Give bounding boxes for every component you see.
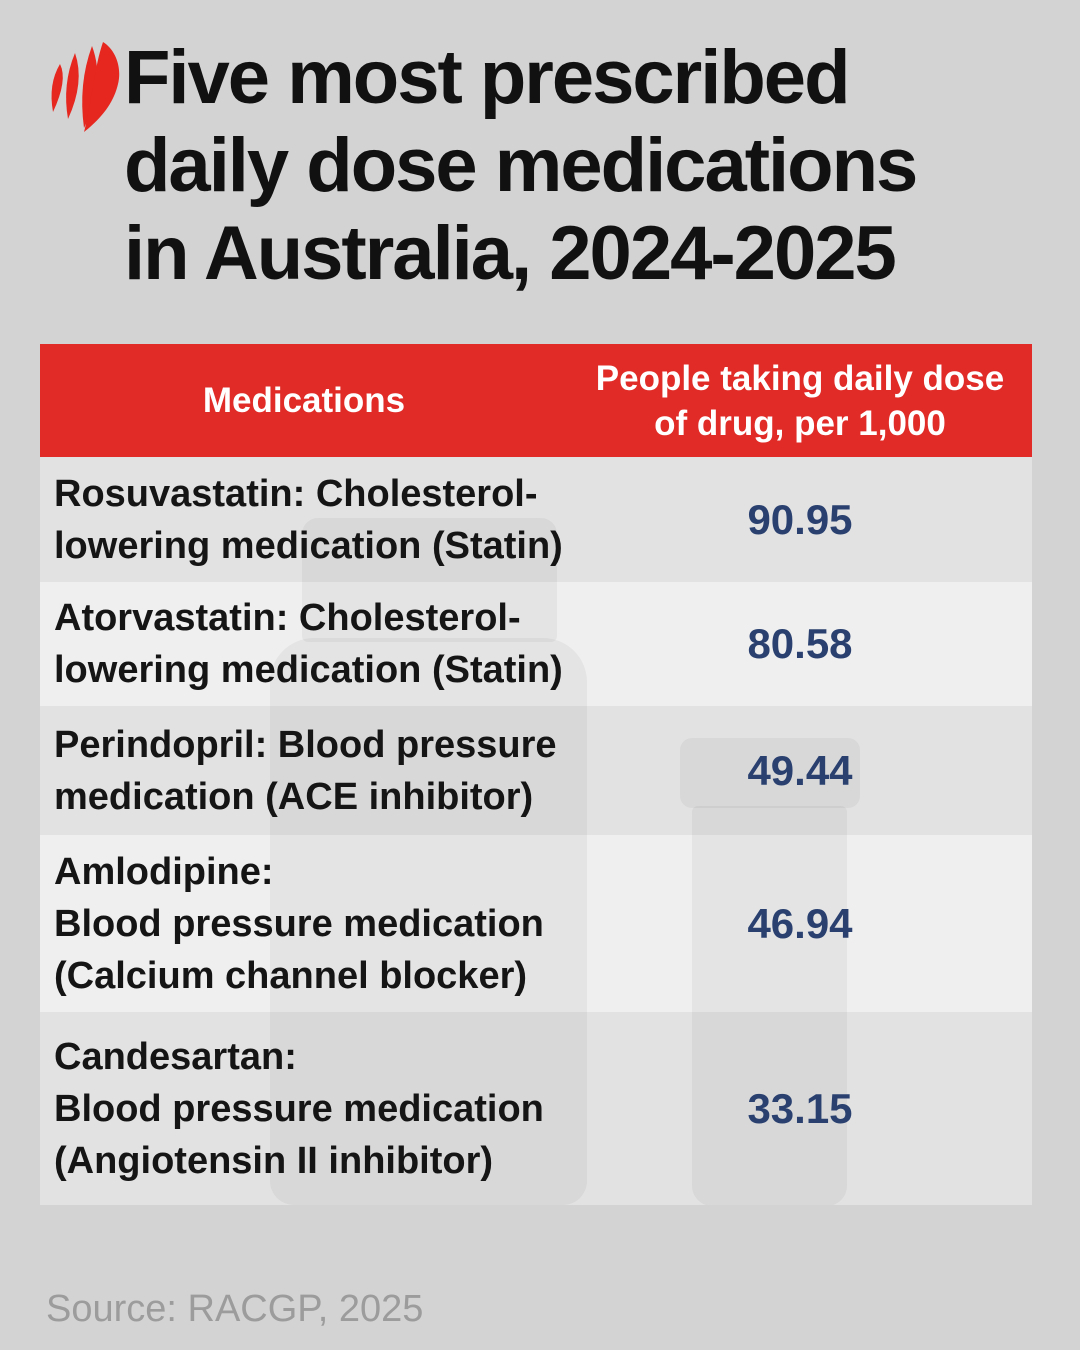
table-header-row [40,344,1032,457]
label-line: (Angiotensin II inhibitor) [54,1139,494,1182]
label-line: lowering medication (Statin) [54,649,563,691]
medication-value: 49.44 [747,746,853,794]
title-line-3: in Australia, 2024-2025 [124,211,895,296]
label-line: Blood pressure medication [54,1087,544,1130]
label-line: Amlodipine: [54,850,274,893]
sbs-logo-icon [44,40,120,136]
label-line: medication (ACE inhibitor) [54,775,534,818]
table-row-amlodipine [40,835,1032,1012]
label-line: Blood pressure medication [54,902,544,945]
title-line-2: daily dose medications [124,123,917,208]
label-line: Perindopril: Blood pressure [54,723,557,766]
medication-label [40,846,568,1002]
table-row-candesartan [40,1012,1032,1205]
column-header-people-per-1000 [568,356,1032,446]
label-line: Rosuvastatin: Cholesterol- [54,472,538,515]
table-row-atorvastatin [40,582,1032,706]
medication-value: 33.15 [747,1084,853,1132]
table-row-rosuvastatin [40,457,1032,582]
medication-value: 46.94 [747,899,853,947]
label-line: Atorvastatin: Cholesterol- [54,597,521,639]
medication-value: 80.58 [747,620,853,667]
page-title [124,34,916,298]
medication-label [40,468,568,572]
medication-label [40,592,568,696]
source-attribution: Source: RACGP, 2025 [46,1288,424,1330]
label-line: lowering medication (Statin) [54,524,563,567]
column-header-line-2: of drug, per 1,000 [654,403,946,443]
label-line: Candesartan: [54,1035,297,1078]
column-header-medications: Medications [202,380,406,420]
title-line-1: Five most prescribed [124,35,849,120]
label-line: (Calcium channel blocker) [54,954,528,997]
medication-value: 90.95 [747,495,853,543]
medication-label [40,1031,568,1187]
medication-label [40,719,568,823]
table-row-perindopril [40,706,1032,835]
medications-table [40,344,1032,1205]
column-header-line-1: People taking daily dose [595,358,1005,398]
